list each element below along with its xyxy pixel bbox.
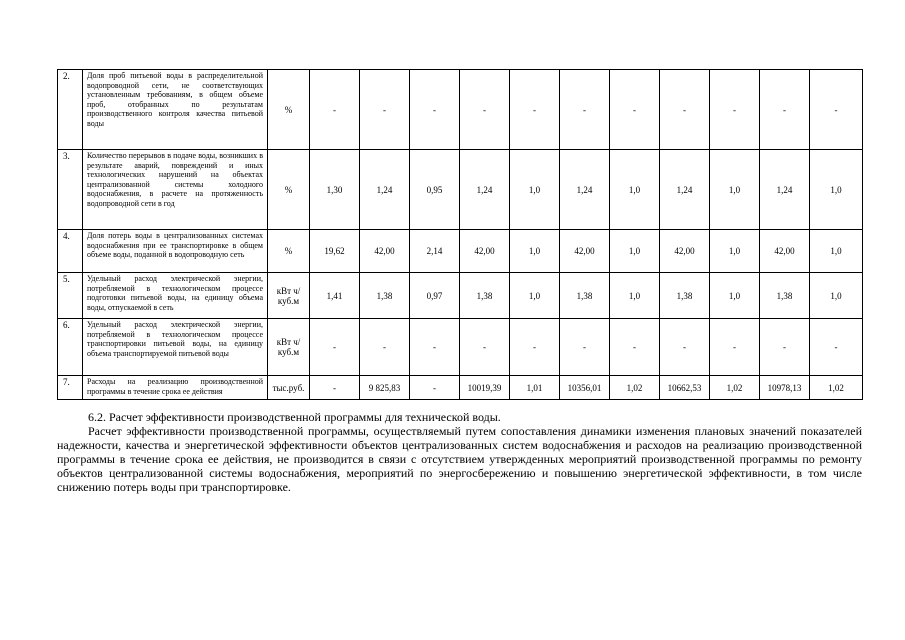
- indicators-table: [57, 69, 863, 400]
- row-number: 7.: [58, 376, 83, 400]
- indicator-name: Удельный расход электрической энергии, потребляемой в технологическом процессе подготовки питьевой воды, на единицу объема воды, отпускаемой в сеть: [83, 273, 268, 319]
- value-cell: 1,38: [660, 273, 710, 319]
- row-number: 4.: [58, 230, 83, 273]
- value-cell: 1,0: [810, 230, 863, 273]
- value-cell: -: [510, 70, 560, 150]
- section-paragraph: Расчет эффективности производственной программы, осуществляемый путем сопоставления динамики изменения плановых значений показателей надежности, качества и энергетической эффективности объектов централизованных систем водоснабжения и расходов на реализацию производственной программы в течение срока ее действия, не производится в связи с отсутствием утвержденных мероприятий производственной программы по ремонту объектов централизованной системы водоснабжения, мероприятий по энергосбережению и повышению энергетической эффективности, в том числе снижению потерь воды при транспортировке.: [57, 424, 862, 494]
- value-cell: -: [410, 70, 460, 150]
- table-row: [58, 319, 863, 376]
- value-cell: -: [510, 319, 560, 376]
- value-cell: 0,95: [410, 150, 460, 230]
- value-cell: -: [560, 319, 610, 376]
- table-body: [58, 70, 863, 400]
- section-heading: 6.2. Расчет эффективности производственной программы для технической воды.: [88, 410, 501, 424]
- value-cell: 42,00: [560, 230, 610, 273]
- value-cell: -: [610, 319, 660, 376]
- value-cell: 1,38: [560, 273, 610, 319]
- table-row: [58, 376, 863, 400]
- row-number: 2.: [58, 70, 83, 150]
- row-number: 5.: [58, 273, 83, 319]
- value-cell: 42,00: [460, 230, 510, 273]
- value-cell: -: [710, 70, 760, 150]
- value-cell: 1,0: [510, 150, 560, 230]
- unit-cell: кВт ч/куб.м: [268, 319, 310, 376]
- value-cell: -: [410, 319, 460, 376]
- value-cell: 1,24: [460, 150, 510, 230]
- unit-cell: %: [268, 70, 310, 150]
- row-number: 6.: [58, 319, 83, 376]
- value-cell: 1,24: [560, 150, 610, 230]
- value-cell: 1,0: [710, 230, 760, 273]
- value-cell: -: [810, 70, 863, 150]
- table-row: [58, 150, 863, 230]
- value-cell: 2,14: [410, 230, 460, 273]
- value-cell: 0,97: [410, 273, 460, 319]
- value-cell: 1,41: [310, 273, 360, 319]
- value-cell: -: [660, 70, 710, 150]
- value-cell: -: [310, 319, 360, 376]
- value-cell: -: [760, 319, 810, 376]
- indicator-name: Доля потерь воды в централизованных системах водоснабжения при ее транспортировке в общем объеме воды, поданной в водопроводную сеть: [83, 230, 268, 273]
- value-cell: 1,38: [460, 273, 510, 319]
- value-cell: 1,0: [710, 273, 760, 319]
- value-cell: 19,62: [310, 230, 360, 273]
- value-cell: -: [760, 70, 810, 150]
- table-row: [58, 230, 863, 273]
- value-cell: 1,0: [810, 273, 863, 319]
- value-cell: -: [360, 70, 410, 150]
- value-cell: 42,00: [760, 230, 810, 273]
- value-cell: 10662,53: [660, 376, 710, 400]
- unit-cell: тыс.руб.: [268, 376, 310, 400]
- value-cell: 1,38: [360, 273, 410, 319]
- value-cell: 1,01: [510, 376, 560, 400]
- value-cell: -: [410, 376, 460, 400]
- unit-cell: кВт ч/куб.м: [268, 273, 310, 319]
- value-cell: 1,24: [360, 150, 410, 230]
- value-cell: 1,0: [510, 230, 560, 273]
- table-row: [58, 273, 863, 319]
- value-cell: 1,0: [610, 273, 660, 319]
- efficiency-section: [57, 410, 862, 494]
- value-cell: -: [460, 70, 510, 150]
- indicator-name: Доля проб питьевой воды в распределительной водопроводной сети, не соответствующих установленным требованиям, в общем объеме проб, отобранных по результатам производственного контроля качества питьевой воды: [83, 70, 268, 150]
- value-cell: 1,02: [610, 376, 660, 400]
- row-number: 3.: [58, 150, 83, 230]
- value-cell: 1,24: [760, 150, 810, 230]
- unit-cell: %: [268, 230, 310, 273]
- value-cell: 1,0: [510, 273, 560, 319]
- value-cell: 42,00: [660, 230, 710, 273]
- value-cell: -: [710, 319, 760, 376]
- value-cell: 1,0: [810, 150, 863, 230]
- value-cell: 10356,01: [560, 376, 610, 400]
- value-cell: -: [310, 376, 360, 400]
- table-row: [58, 70, 863, 150]
- value-cell: 1,38: [760, 273, 810, 319]
- indicator-name: Расходы на реализацию производственной программы в течение срока ее действия: [83, 376, 268, 400]
- value-cell: -: [810, 319, 863, 376]
- value-cell: 1,24: [660, 150, 710, 230]
- value-cell: 10978,13: [760, 376, 810, 400]
- value-cell: 1,02: [710, 376, 760, 400]
- value-cell: -: [310, 70, 360, 150]
- indicator-name: Удельный расход электрической энергии, потребляемой в технологическом процессе транспортировки питьевой воды, на единицу объема транспортируемой питьевой воды: [83, 319, 268, 376]
- value-cell: 1,0: [610, 150, 660, 230]
- value-cell: -: [360, 319, 410, 376]
- value-cell: 9 825,83: [360, 376, 410, 400]
- value-cell: -: [610, 70, 660, 150]
- value-cell: 1,0: [610, 230, 660, 273]
- indicator-name: Количество перерывов в подаче воды, возникших в результате аварий, повреждений и иных технологических нарушений на объектах централизованной системы холодного водоснабжения, в расчете на протяженность водопроводной сети в год: [83, 150, 268, 230]
- value-cell: 10019,39: [460, 376, 510, 400]
- value-cell: -: [460, 319, 510, 376]
- value-cell: 1,02: [810, 376, 863, 400]
- value-cell: -: [560, 70, 610, 150]
- value-cell: 42,00: [360, 230, 410, 273]
- value-cell: -: [660, 319, 710, 376]
- unit-cell: %: [268, 150, 310, 230]
- value-cell: 1,0: [710, 150, 760, 230]
- value-cell: 1,30: [310, 150, 360, 230]
